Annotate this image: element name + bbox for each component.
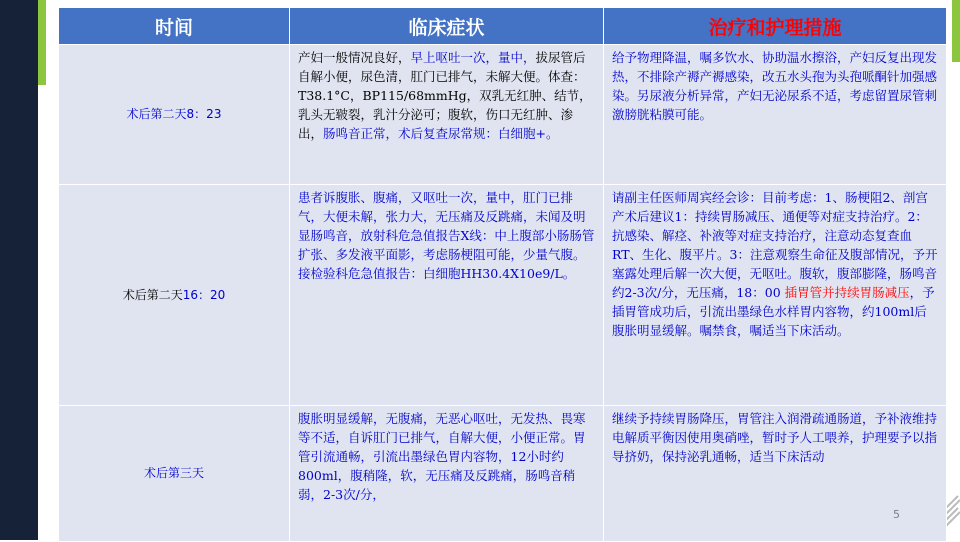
symptom-text: 早上呕吐一次，量中， — [410, 50, 536, 65]
header-symptoms: 临床症状 — [290, 8, 604, 45]
page-number: 5 — [893, 508, 900, 521]
row-time-suffix: 16：20 — [182, 287, 226, 302]
row-time-cell: 术后第二天8：23 — [59, 45, 290, 185]
symptoms-cell — [290, 185, 604, 406]
symptom-text: 肠鸣音正常，术后复查尿常规：白细胞+。 — [323, 126, 559, 141]
treatment-cell — [604, 406, 947, 542]
row-time-cell — [59, 185, 290, 406]
symptoms-cell — [290, 406, 604, 542]
treatment-cell — [604, 45, 947, 185]
row-time-prefix: 术后第二天 — [122, 287, 183, 302]
symptom-text: 拔尿管后自解小便，尿色清，肛门已排气，未解大便。体查：T38.1°C，BP115/68mmHg，双乳无红肿、结节，乳头无皲裂，乳汁分泌可；腹软，伤口无红肿、渗出， — [298, 50, 592, 141]
treatment-text: ，予插胃管成功后，引流出墨绿色水样胃内容物，约100ml后腹胀明显缓解。嘱禁食，嘱适当下床活动。 — [612, 285, 935, 338]
treatment-text: 继续予持续胃肠降压，胃管注入润滑疏通肠道，予补液维持电解质平衡因使用奥硝唑，暂时予人工喂养，护理要予以指导挤奶，保持泌乳通畅，适当下床活动 — [612, 411, 938, 464]
header-treatment: 治疗和护理措施 — [604, 8, 947, 45]
nursing-record-table — [58, 7, 947, 542]
symptom-text: 产妇一般情况良好， — [298, 50, 411, 65]
treatment-cell — [604, 185, 947, 406]
header-time: 时间 — [59, 8, 290, 45]
table-row — [59, 185, 947, 406]
right-green-accent — [952, 0, 960, 62]
left-decorative-band — [0, 0, 38, 540]
symptom-text: 腹胀明显缓解，无腹痛，无恶心呕吐，无发热、畏寒等不适，自诉肛门已排气，自解大便，小便正常。胃管引流通畅，引流出墨绿色胃内容物，12小时约800ml，腹稍隆，软，无压痛及反跳痛，肠鸣音稍弱，2-3次/分， — [298, 411, 586, 502]
table-row — [59, 45, 947, 185]
table-row — [59, 406, 947, 542]
symptoms-cell — [290, 45, 604, 185]
symptom-text: 患者诉腹胀、腹痛，又呕吐一次，量中，肛门已排气，大便未解，张力大，无压痛及反跳痛，未闻及明显肠鸣音，放射科危急值报告X线：中上腹部小肠肠管扩张、多发液平面影，考虑肠梗阻可能，少量气腹。接检验科危急值报告：白细胞HH30.4X10e9/L。 — [298, 190, 595, 281]
row-time-cell: 术后第三天 — [59, 406, 290, 542]
left-green-accent — [38, 0, 46, 85]
table-header-row — [59, 8, 947, 45]
treatment-highlight: 插胃管并持续胃肠减压 — [784, 285, 910, 300]
treatment-text: 给予物理降温，嘱多饮水、协助温水擦浴，产妇反复出现发热，不排除产褥产褥感染，改五水头孢为头孢哌酮针加强感染。另尿液分析异常，产妇无泌尿系不适，考虑留置尿管刺激膀胱粘膜可能。 — [612, 50, 938, 122]
treatment-text: 请副主任医师周宾经会诊：目前考虑：1、肠梗阻2、剖宫产术后建议1：持续胃肠减压、通便等对症支持治疗。2：抗感染、解痉、补液等对症支持治疗，注意动态复查血RT、生化、腹平片。3：注意观察生命征及腹部情况，予开塞露处理后解一次大便，无呕吐。腹软，腹部膨隆，肠鸣音约2-3次/分，无压痛，18：00 — [612, 190, 938, 300]
